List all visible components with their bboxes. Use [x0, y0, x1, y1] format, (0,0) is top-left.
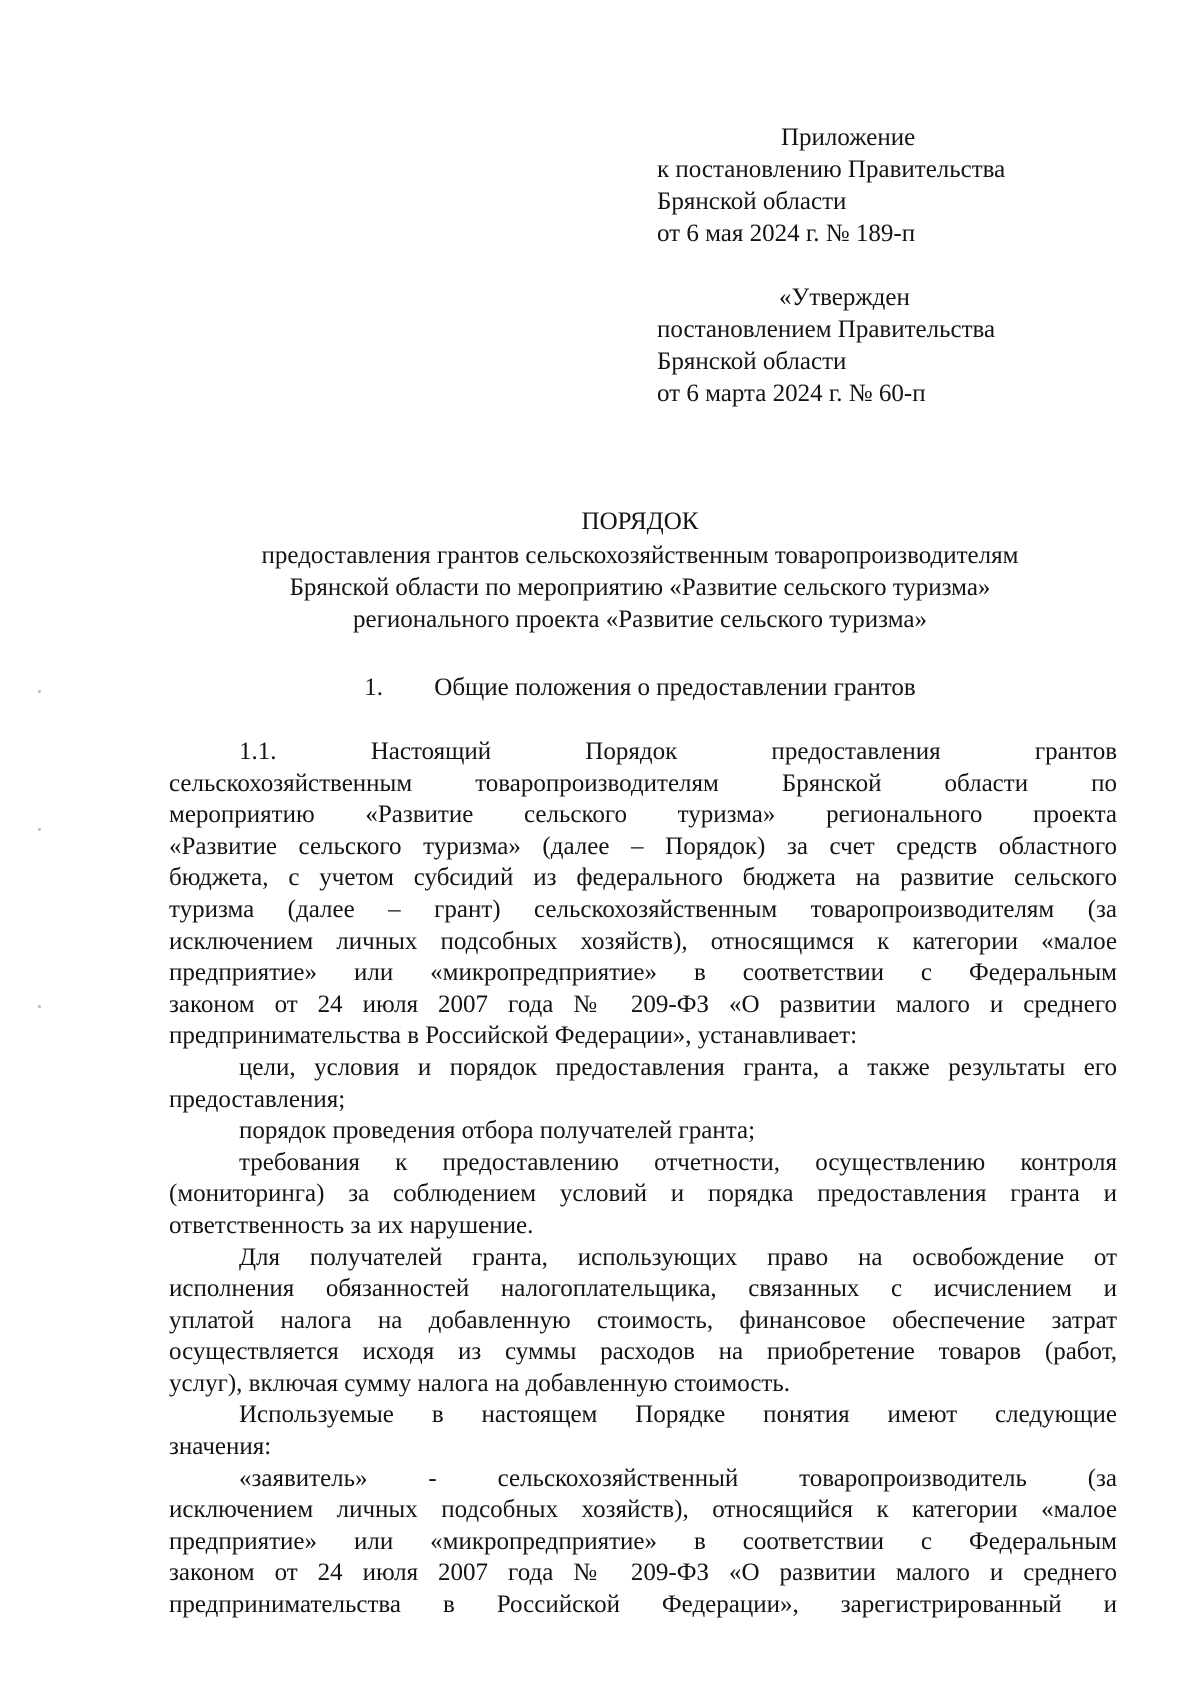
body-line: предприятие» или «микропредприятие» в соответствии с Федеральным [169, 1527, 1117, 1555]
subtitle-line: Брянской области по мероприятию «Развитие сельского туризма» [289, 574, 991, 601]
body-line: предпринимательства в Российской Федерации», устанавливает: [169, 1022, 858, 1050]
body-line: осуществляется исходя из суммы расходов на приобретение товаров (работ, [169, 1338, 1117, 1366]
body-line: законом от 24 июля 2007 года № 209-ФЗ «О развитии малого и среднего [169, 1559, 1117, 1587]
body-line: предприятие» или «микропредприятие» в соответствии с Федеральным [169, 959, 1117, 987]
scan-speck [38, 828, 41, 831]
body-line: цели, условия и порядок предоставления гранта, а также результаты его [239, 1053, 1117, 1081]
body-line: бюджета, с учетом субсидий из федерального бюджета на развитие сельского [169, 864, 1117, 892]
subtitle-line: предоставления грантов сельскохозяйственным товаропроизводителям [261, 542, 1019, 569]
approved-line: постановлением Правительства [657, 316, 996, 343]
body-line: (мониторинга) за соблюдением условий и порядка предоставления гранта и [169, 1180, 1117, 1208]
approved-date: от 6 марта 2024 г. № 60-п [657, 380, 926, 407]
body-line: 1.1. Настоящий Порядок предоставления грантов [239, 738, 1117, 765]
body-line: Для получателей гранта, использующих право на освобождение от [239, 1243, 1117, 1271]
body-line: туризма (далее – грант) сельскохозяйственным товаропроизводителям (за [169, 895, 1117, 923]
body-line: ответственность за их нарушение. [169, 1211, 534, 1239]
body-line: «Развитие сельского туризма» (далее – Порядок) за счет средств областного [169, 832, 1117, 860]
approved-label: «Утвержден [779, 284, 910, 311]
body-line: исключением личных подсобных хозяйств), относящимся к категории «малое [169, 927, 1117, 955]
approved-block [657, 282, 1117, 410]
body-line: порядок проведения отбора получателей гранта; [239, 1117, 756, 1145]
body-line: законом от 24 июля 2007 года № 209-ФЗ «О развитии малого и среднего [169, 990, 1117, 1018]
subtitle-line: регионального проекта «Развитие сельского туризма» [353, 606, 927, 633]
body-line: мероприятию «Развитие сельского туризма» регионального проекта [169, 801, 1117, 829]
body-line: сельскохозяйственным товаропроизводителям Брянской области по [169, 769, 1117, 797]
body-line: требования к предоставлению отчетности, осуществлению контроля [239, 1148, 1117, 1176]
body-line: предоставления; [169, 1085, 346, 1113]
approved-line: Брянской области [657, 348, 847, 375]
body-line: исключением личных подсобных хозяйств), относящийся к категории «малое [169, 1496, 1117, 1524]
document-title: ПОРЯДОК [581, 508, 699, 535]
appendix-block [657, 122, 1117, 250]
section-heading [150, 672, 1130, 704]
body-line: значения: [169, 1433, 272, 1461]
document-body [169, 736, 1117, 1621]
appendix-label: Приложение [781, 124, 916, 151]
body-line: исполнения обязанностей налогоплательщика, связанных с исчислением и [169, 1275, 1117, 1303]
appendix-line: Брянской области [657, 188, 847, 215]
section-title: Общие положения о предоставлении грантов [434, 674, 916, 701]
body-line: Используемые в настоящем Порядке понятия имеют следующие [239, 1401, 1117, 1429]
appendix-date: от 6 мая 2024 г. № 189-п [657, 220, 916, 247]
scan-speck [38, 690, 41, 693]
document-subtitle [150, 540, 1130, 636]
body-line: предпринимательства в Российской Федерации», зарегистрированный и [169, 1591, 1117, 1619]
section-number: 1. [364, 674, 384, 701]
body-line: «заявитель» - сельскохозяйственный товаропроизводитель (за [239, 1464, 1117, 1492]
appendix-line: к постановлению Правительства [657, 156, 1006, 183]
body-line: услуг), включая сумму налога на добавленную стоимость. [169, 1369, 790, 1397]
scan-speck [38, 1005, 41, 1008]
body-line: уплатой налога на добавленную стоимость, финансовое обеспечение затрат [169, 1306, 1117, 1334]
